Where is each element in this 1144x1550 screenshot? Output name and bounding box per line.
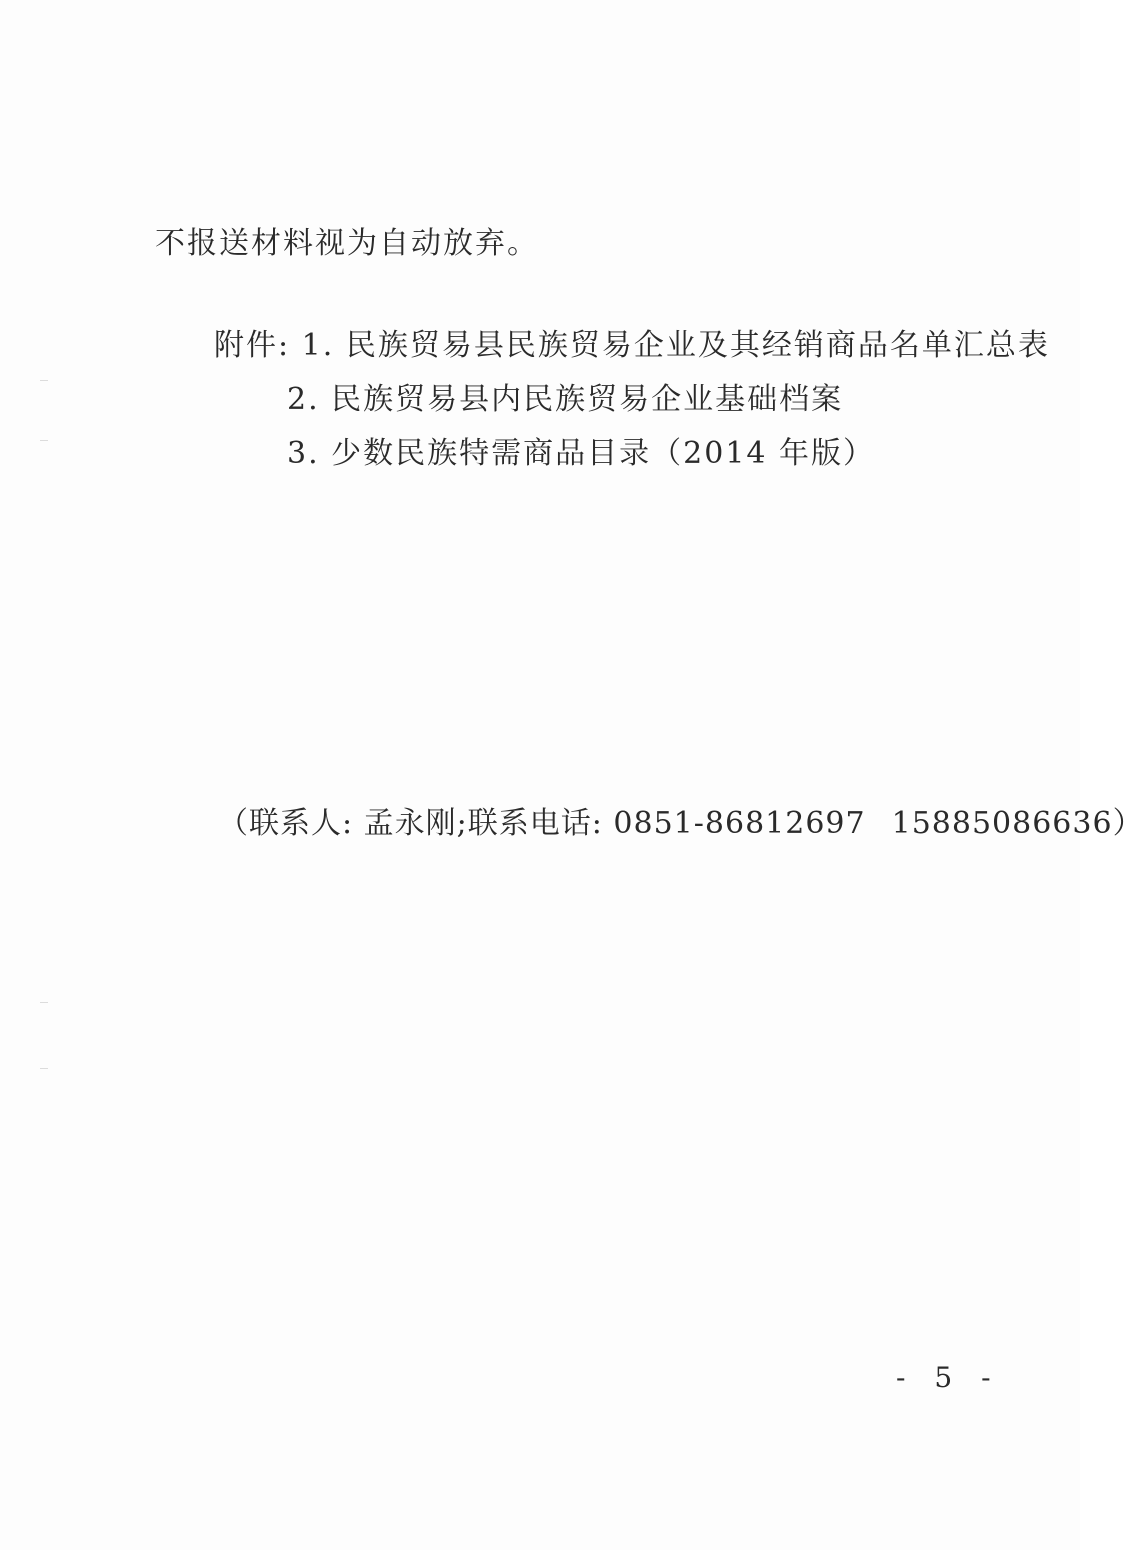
closing-paragraph: 不报送材料视为自动放弃。 [155,226,539,261]
contact-phone-1: 0851-86812697 [613,806,866,841]
margin-mark [40,1068,48,1069]
contact-person-label: 联系人: [249,806,354,841]
attachment-item-3: 3. 少数民族特需商品目录（2014 年版） [287,436,876,471]
contact-info [218,804,1144,844]
attachment-item-2: 2. 民族贸易县内民族贸易企业基础档案 [287,382,844,417]
contact-close-paren: ） [1112,806,1144,841]
contact-phone-label: 联系电话: [467,806,603,841]
attachment-item-1 [214,326,1050,366]
margin-mark [40,380,48,381]
margin-mark [40,440,48,441]
page-number: - 5 - [896,1361,1001,1394]
contact-person-name: 孟永刚; [363,806,468,841]
margin-mark [40,1002,48,1003]
attachment-item-1-text: 1. 民族贸易县民族贸易企业及其经销商品名单汇总表 [301,328,1050,363]
contact-open-paren: （ [218,806,249,841]
contact-phone-2: 15885086636 [891,806,1113,841]
attachments-label: 附件: [214,328,291,363]
